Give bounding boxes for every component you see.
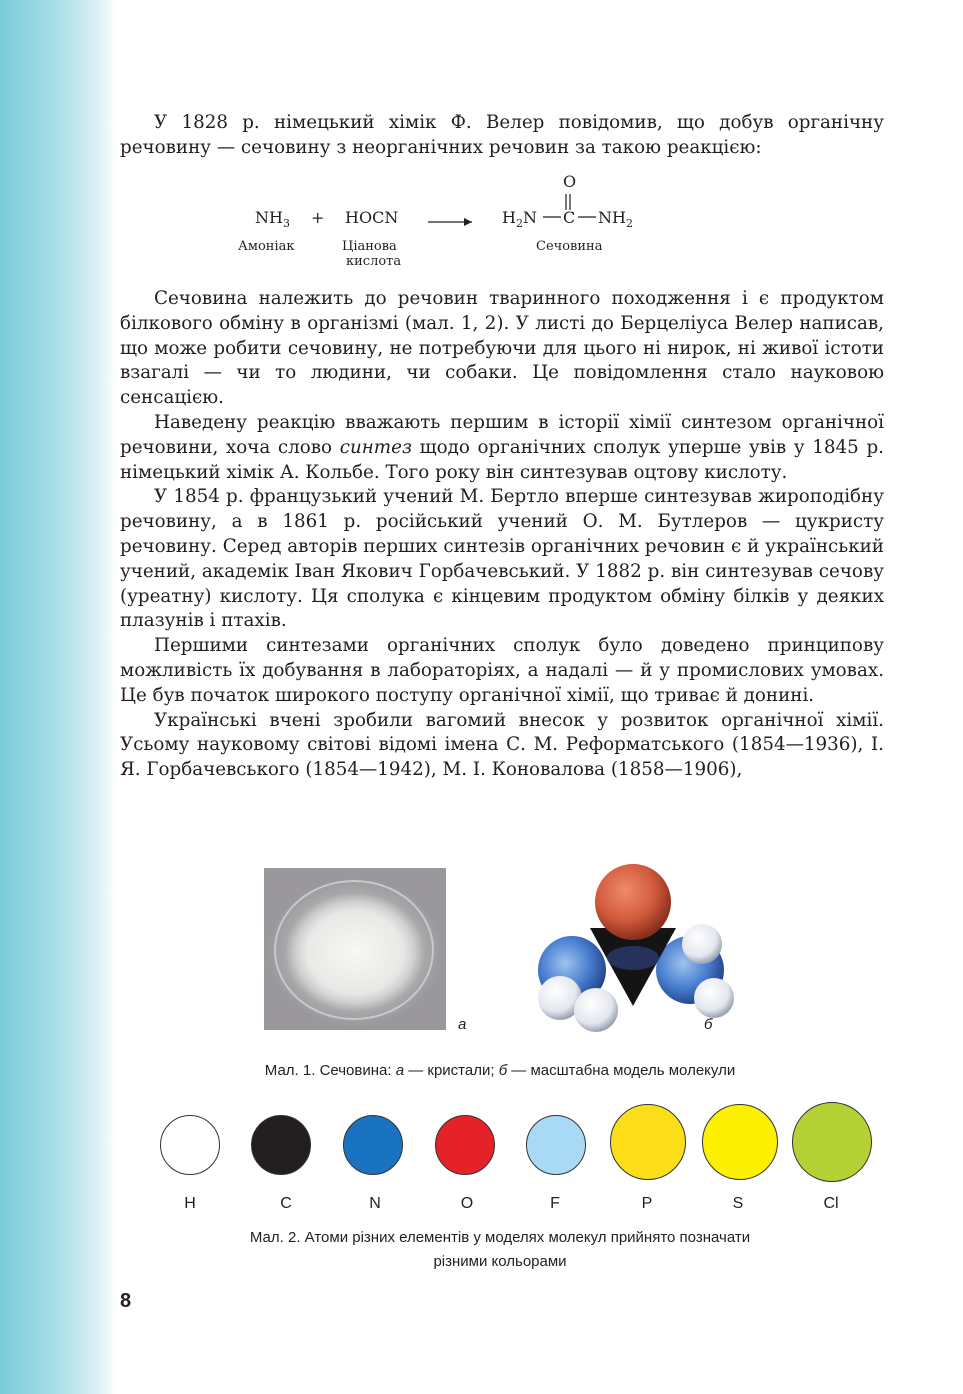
atom-o-label: O <box>460 1195 474 1212</box>
figure1-label-a: а <box>458 1016 467 1033</box>
atom-c-label: C <box>280 1195 292 1212</box>
side-decorative-band <box>0 0 118 1394</box>
figure2-caption-line1: Мал. 2. Атоми різних елементів у моделях молекул прийнято позначати <box>249 1229 751 1246</box>
paragraph-significance: Першими синтезами органічних сполук було доведено принципову можливість їх добування в лабораторіях, а надалі — й у промислових умовах. Це був початок широкого поступу органічної хімії, що триває й донині. <box>120 635 884 706</box>
petri-dish-rim <box>274 880 434 1020</box>
urea-molecule-model <box>530 858 740 1038</box>
paragraph-urea-origin: Сечовина належить до речовин тваринного походження і є продуктом білкового обміну в організмі (мал. 1, 2). У листі до Берцеліуса Велер написав, що може робити сечовину, не потребуючи для цього ні нирок, ні живої істоти взагалі — чи то людини, чи собаки. Це повідомлення стало науковою сенсацією. <box>120 288 884 409</box>
atom-p-circle <box>610 1104 686 1180</box>
atom-f-label: F <box>550 1195 560 1212</box>
atom-f-circle <box>526 1115 586 1175</box>
atom-h-circle <box>160 1115 220 1175</box>
intro-paragraph: У 1828 р. німецький хімік Ф. Велер повідомив, що добув органічну речовину — сечовину з неорганічних речовин за такою реакцією: <box>120 112 884 158</box>
paragraph-ukrainian-scientists: Українські вчені зробили вагомий внесок у розвиток органічної хімії. Усьому науковому світові відомі імена С. М. Реформатського (1854—1936), І. Я. Горбачевського (1854—1942), М. І. Коновалова (1858—1906), <box>120 709 884 781</box>
reactant-ammonia: $NH_3$ <box>255 208 290 231</box>
atom-h-label: H <box>184 1195 196 1212</box>
page-number: 8 <box>120 1290 132 1312</box>
product-carbon: C <box>563 208 576 227</box>
atom-p-label: P <box>641 1195 653 1212</box>
atom-n-circle <box>343 1115 403 1175</box>
atom-n-label: N <box>369 1195 381 1212</box>
atom-o-circle <box>435 1115 495 1175</box>
urea-bonds <box>540 190 610 224</box>
label-urea: Сечовина <box>536 239 603 254</box>
reaction-arrow <box>428 216 476 228</box>
main-text-block <box>120 287 884 783</box>
figure1-label-b: б <box>704 1016 713 1033</box>
urea-crystals-photo <box>264 868 446 1030</box>
figure2-caption-line2: різними кольорами <box>433 1253 567 1270</box>
atom-cl-label: Cl <box>823 1195 839 1212</box>
product-oxygen: O <box>563 172 577 191</box>
reactant-cyanic-acid: HOCN <box>345 208 399 227</box>
figure2-caption <box>150 1226 850 1274</box>
label-ammonia: Амоніак <box>238 239 295 254</box>
label-cyanic-acid-line1: Ціанова <box>342 239 397 254</box>
figure1-caption: Мал. 1. Сечовина: а — кристали; б — масштабна модель молекули <box>264 1062 736 1079</box>
atom-c-circle <box>251 1115 311 1175</box>
paragraph-synthesis-history: Наведену реакцію вважають першим в історії хімії синтезом органічної речовини, хоча слово синтез щодо органічних сполук уперше увів у 1845 р. німецький хімік А. Кольбе. Того року він синтезував оцтову кислоту. <box>120 411 884 483</box>
plus-sign: + <box>311 208 325 227</box>
product-h2n-group: $H_2N$ <box>502 208 537 231</box>
atom-cl-circle <box>792 1102 872 1182</box>
atom-s-label: S <box>732 1195 744 1212</box>
intro-paragraph-block <box>120 111 884 161</box>
paragraph-early-syntheses: У 1854 р. французький учений М. Бертло вперше синтезував жироподібну речовину, а в 1861 р. російський учений О. М. Бутлеров — цукристу речовину. Серед авторів перших синтезів органічних речовин є й український учений, академік Іван Якович Горбачевський. У 1882 р. він синтезував сечову (уреатну) кислоту. Ця сполука є кінцевим продуктом обміну білків у деяких плазунів і птахів. <box>120 486 884 632</box>
atom-s-circle <box>702 1104 778 1180</box>
label-cyanic-acid-line2: кислота <box>346 254 402 269</box>
product-nh2-group: $NH_2$ <box>598 208 633 231</box>
term-synthesis: синтез <box>339 436 412 458</box>
